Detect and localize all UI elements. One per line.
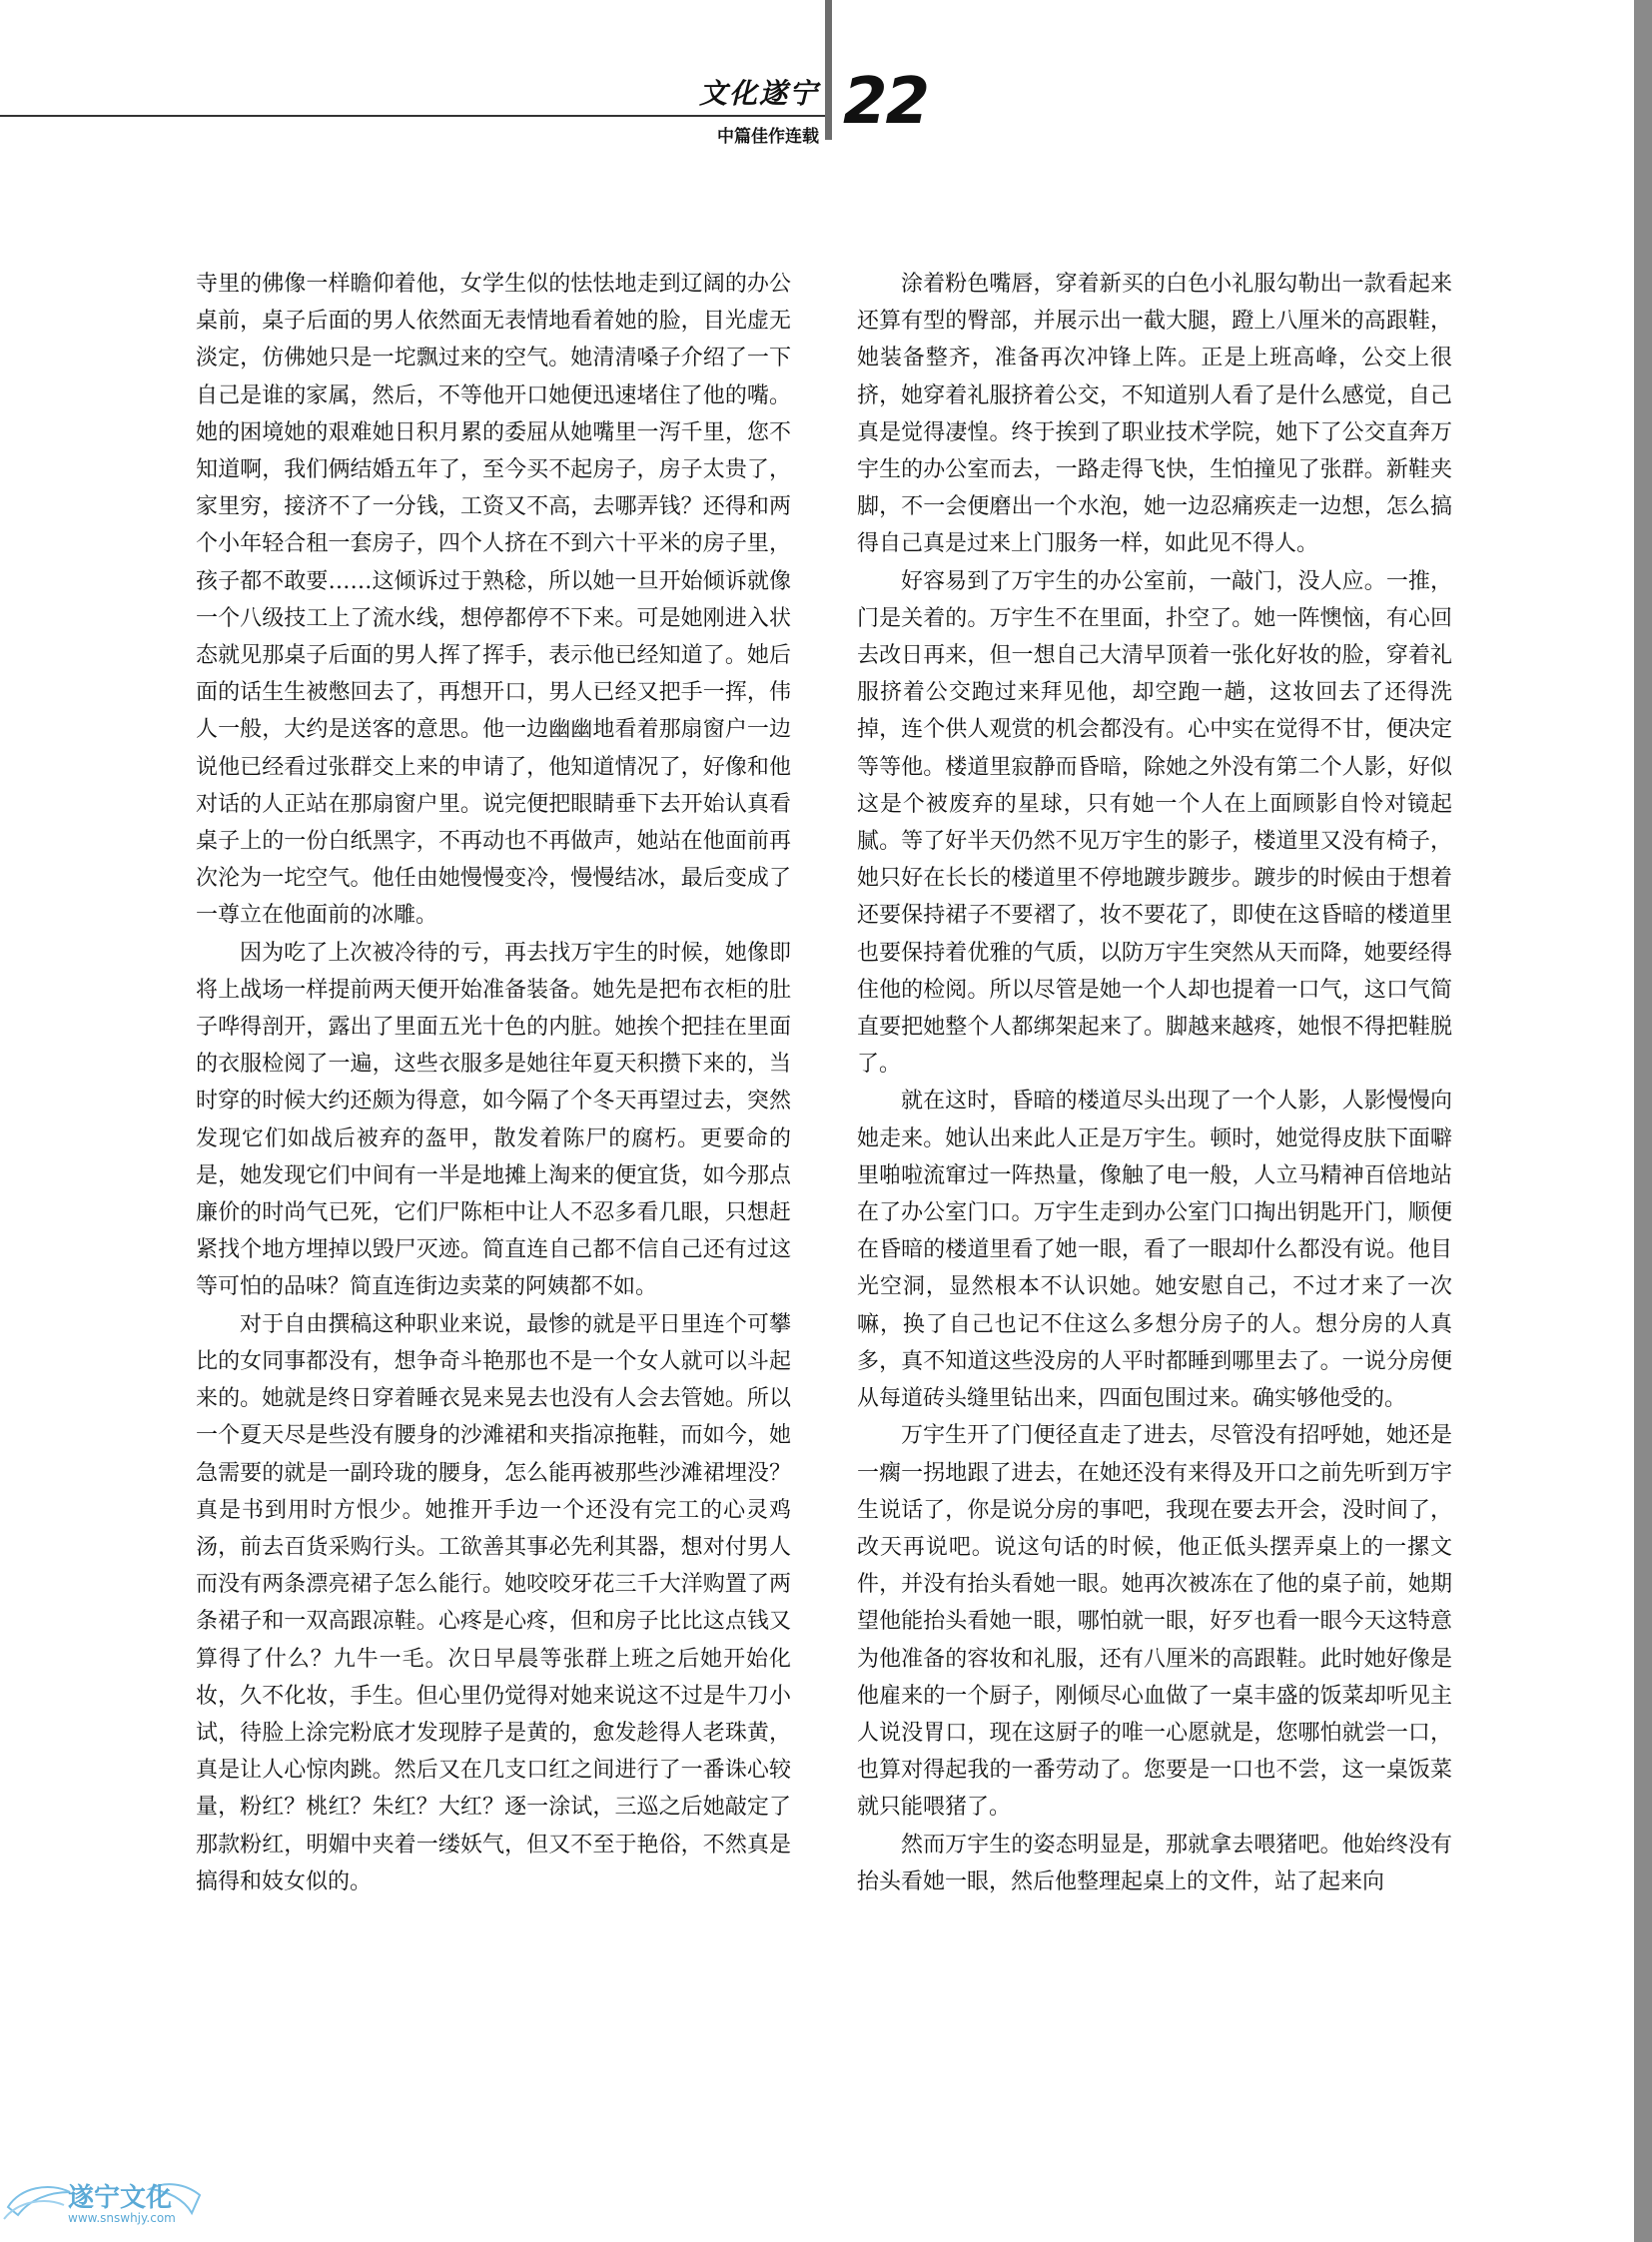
left-text-column: [196, 266, 791, 1900]
paragraph: 好容易到了万宇生的办公室前，一敲门，没人应。一推，门是关着的。万宇生不在里面，扑空了。她一阵懊恼，有心回去改日再来，但一想自己大清早顶着一张化好妆的脸，穿着礼服挤着公交跑过来拜见他，却空跑一趟，这妆回去了还得洗掉，连个供人观赏的机会都没有。心中实在觉得不甘，便决定等等他。楼道里寂静而昏暗，除她之外没有第二个人影，好似这是个被废弃的星球，只有她一个人在上面顾影自怜对镜起腻。等了好半天仍然不见万宇生的影子，楼道里又没有椅子，她只好在长长的楼道里不停地踱步踱步。踱步的时候由于想着还要保持裙子不要褶了，妆不要花了，即使在这昏暗的楼道里也要保持着优雅的气质，以防万宇生突然从天而降，她要经得住他的检阅。所以尽管是她一个人却也提着一口气，这口气简直要把她整个人都绑架起来了。脚越来越疼，她恨不得把鞋脱了。: [857, 568, 1452, 1078]
paragraph: 因为吃了上次被冷待的亏，再去找万宇生的时候，她像即将上战场一样提前两天便开始准备装备。她先是把布衣柜的肚子哗得剖开，露出了里面五光十色的内脏。她挨个把挂在里面的衣服检阅了一遍，这些衣服多是她往年夏天积攒下来的，当时穿的时候大约还颇为得意，如今隔了个冬天再望过去，突然发现它们如战后被弃的盔甲，散发着陈尸的腐朽。更要命的是，她发现它们中间有一半是地摊上淘来的便宜货，如今那点廉价的时尚气已死，它们尸陈柜中让人不忍多看几眼，只想赶紧找个地方埋掉以毁尸灭迹。简直连自己都不信自己还有过这等可怕的品味？简直连街边卖菜的阿姨都不如。: [196, 940, 791, 1300]
header-rule: [0, 115, 825, 117]
right-text-column: [857, 266, 1452, 1900]
paragraph: 寺里的佛像一样瞻仰着他，女学生似的怯怯地走到辽阔的办公桌前，桌子后面的男人依然面无表情地看着她的脸，目光虚无淡定，仿佛她只是一坨飘过来的空气。她清清嗓子介绍了一下自己是谁的家属，然后，不等他开口她便迅速堵住了他的嘴。她的困境她的艰难她日积月累的委屈从她嘴里一泻千里，您不知道啊，我们俩结婚五年了，至今买不起房子，房子太贵了，家里穷，接济不了一分钱，工资又不高，去哪弄钱？还得和两个小年轻合租一套房子，四个人挤在不到六十平米的房子里，孩子都不敢要……这倾诉过于熟稔，所以她一旦开始倾诉就像一个八级技工上了流水线，想停都停不下来。可是她刚进入状态就见那桌子后面的男人挥了挥手，表示他已经知道了。她后面的话生生被憋回去了，再想开口，男人已经又把手一挥，伟人一般，大约是送客的意思。他一边幽幽地看着那扇窗户一边说他已经看过张群交上来的申请了，他知道情况了，好像和他对话的人正站在那扇窗户里。说完便把眼睛垂下去开始认真看桌子上的一份白纸黑字，不再动也不再做声，她站在他面前再次沦为一坨空气。他任由她慢慢变冷，慢慢结冰，最后变成了一尊立在他面前的冰雕。: [196, 272, 791, 929]
watermark-url: www.snswhjy.com: [68, 2211, 176, 2225]
header-divider-bar: [825, 0, 832, 140]
section-subtitle: 中篇佳作连载: [717, 127, 819, 147]
page-gutter: [1634, 0, 1652, 2242]
section-title: 文化遂宁: [699, 77, 820, 110]
page-number: 22: [843, 65, 929, 139]
paragraph: 涂着粉色嘴唇，穿着新买的白色小礼服勾勒出一款看起来还算有型的臀部，并展示出一截大腿，蹬上八厘米的高跟鞋，她装备整齐，准备再次冲锋上阵。正是上班高峰，公交上很挤，她穿着礼服挤着公交，不知道别人看了是什么感觉，自己真是觉得凄惶。终于挨到了职业技术学院，她下了公交直奔万宇生的办公室而去，一路走得飞快，生怕撞见了张群。新鞋夹脚，不一会便磨出一个水泡，她一边忍痛疾走一边想，怎么搞得自己真是过来上门服务一样，如此见不得人。: [857, 272, 1452, 557]
paragraph: 对于自由撰稿这种职业来说，最惨的就是平日里连个可攀比的女同事都没有，想争奇斗艳那也不是一个女人就可以斗起来的。她就是终日穿着睡衣晃来晃去也没有人会去管她。所以一个夏天尽是些没有腰身的沙滩裙和夹指凉拖鞋，而如今，她急需要的就是一副玲珑的腰身，怎么能再被那些沙滩裙埋没？真是书到用时方恨少。她推开手边一个还没有完工的心灵鸡汤，前去百货采购行头。工欲善其事必先利其器，想对付男人而没有两条漂亮裙子怎么能行。她咬咬牙花三千大洋购置了两条裙子和一双高跟凉鞋。心疼是心疼，但和房子比比这点钱又算得了什么？九牛一毛。次日早晨等张群上班之后她开始化妆，久不化妆，手生。但心里仍觉得对她来说这不过是牛刀小试，待脸上涂完粉底才发现脖子是黄的，愈发趁得人老珠黄，真是让人心惊肉跳。然后又在几支口红之间进行了一番诛心较量，粉红？桃红？朱红？大红？逐一涂试，三巡之后她敲定了那款粉红，明媚中夹着一缕妖气，但又不至于艳俗，不然真是搞得和妓女似的。: [196, 1311, 791, 1894]
paragraph: 然而万宇生的姿态明显是，那就拿去喂猪吧。他始终没有抬头看她一眼，然后他整理起桌上的文件，站了起来向: [857, 1832, 1452, 1894]
paragraph: 就在这时，昏暗的楼道尽头出现了一个人影，人影慢慢向她走来。她认出来此人正是万宇生。顿时，她觉得皮肤下面噼里啪啦流窜过一阵热量，像触了电一般，人立马精神百倍地站在了办公室门口。万宇生走到办公室门口掏出钥匙开门，顺便在昏暗的楼道里看了她一眼，看了一眼却什么都没有说。他目光空洞，显然根本不认识她。她安慰自己，不过才来了一次嘛，换了自己也记不住这么多想分房子的人。想分房的人真多，真不知道这些没房的人平时都睡到哪里去了。一说分房便从每道砖头缝里钻出来，四面包围过来。确实够他受的。: [857, 1089, 1452, 1412]
watermark-name: 遂宁文化: [68, 2183, 173, 2213]
paragraph: 万宇生开了门便径直走了进去，尽管没有招呼她，她还是一瘸一拐地跟了进去，在她还没有来得及开口之前先听到万宇生说话了，你是说分房的事吧，我现在要去开会，没时间了，改天再说吧。说这句话的时候，他正低头摆弄桌上的一摞文件，并没有抬头看她一眼。她再次被冻在了他的桌子前，她期望他能抬头看她一眼，哪怕就一眼，好歹也看一眼今天这特意为他准备的容妆和礼服，还有八厘米的高跟鞋。此时她好像是他雇来的一个厨子，刚倾尽心血做了一桌丰盛的饭菜却听见主人说没胃口，现在这厨子的唯一心愿就是，您哪怕就尝一口，也算对得起我的一番劳动了。您要是一口也不尝，这一桌饭菜就只能喂猪了。: [857, 1423, 1452, 1821]
